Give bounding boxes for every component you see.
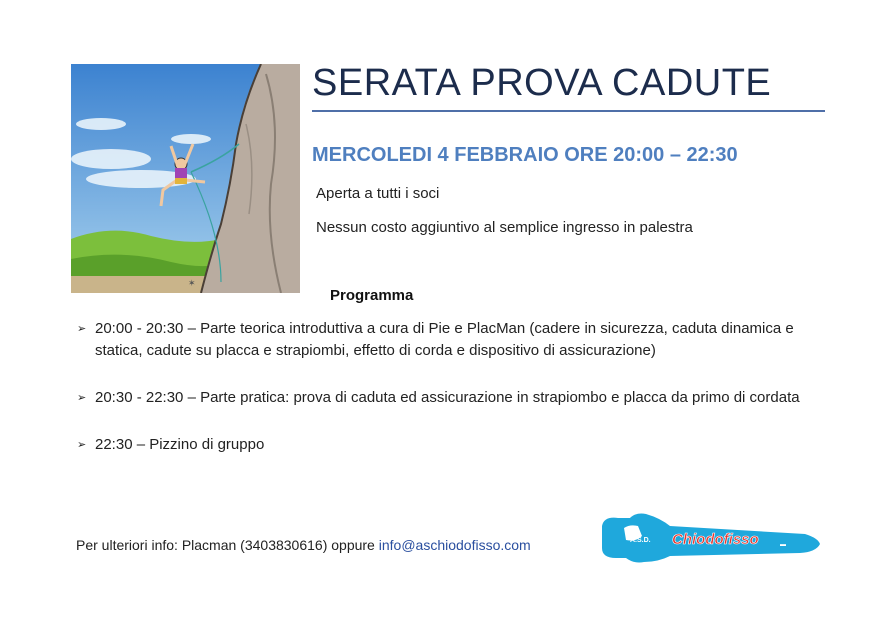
event-date: MERCOLEDI 4 FEBBRAIO ORE 20:00 – 22:30: [312, 144, 738, 166]
program-item-text: 22:30 – Pizzino di gruppo: [95, 436, 265, 453]
contact-info: [76, 537, 531, 553]
logo-prefix: A.S.D.: [630, 537, 651, 544]
contact-text: Per ulteriori info: Placman (3403830616) oppure: [76, 537, 379, 553]
program-item-text: 20:00 - 20:30 – Parte teorica introduttiva a cura di Pie e PlacMan (cadere in sicurezza, caduta dinamica e statica, cadute su placca e strapiombi, effetto di corda e dispositivo di assicurazione): [95, 320, 794, 359]
svg-text:▬: ▬: [780, 542, 786, 548]
svg-text:✶: ✶: [188, 279, 196, 289]
info-line-open: Aperta a tutti i soci: [316, 185, 440, 202]
logo-name: Chiodofisso: [672, 531, 759, 548]
email-link[interactable]: info@aschiodofisso.com: [378, 537, 531, 553]
program-heading: Programma: [330, 287, 414, 304]
program-item-text: 20:30 - 22:30 – Parte pratica: prova di caduta ed assicurazione in strapiombo e placca da primo di cordata: [95, 389, 800, 406]
chiodofisso-logo: [600, 512, 822, 564]
program-list: [77, 318, 837, 456]
climber-illustration: [71, 64, 300, 293]
list-item: [77, 434, 837, 456]
info-line-cost: Nessun costo aggiuntivo al semplice ingresso in palestra: [316, 219, 693, 236]
page-title: SERATA PROVA CADUTE: [312, 62, 772, 104]
arrow-bullet-icon: ➢: [77, 439, 87, 451]
list-item: [77, 318, 837, 362]
arrow-bullet-icon: ➢: [77, 323, 87, 335]
title-divider: [312, 110, 825, 112]
list-item: [77, 387, 837, 409]
arrow-bullet-icon: ➢: [77, 392, 87, 404]
